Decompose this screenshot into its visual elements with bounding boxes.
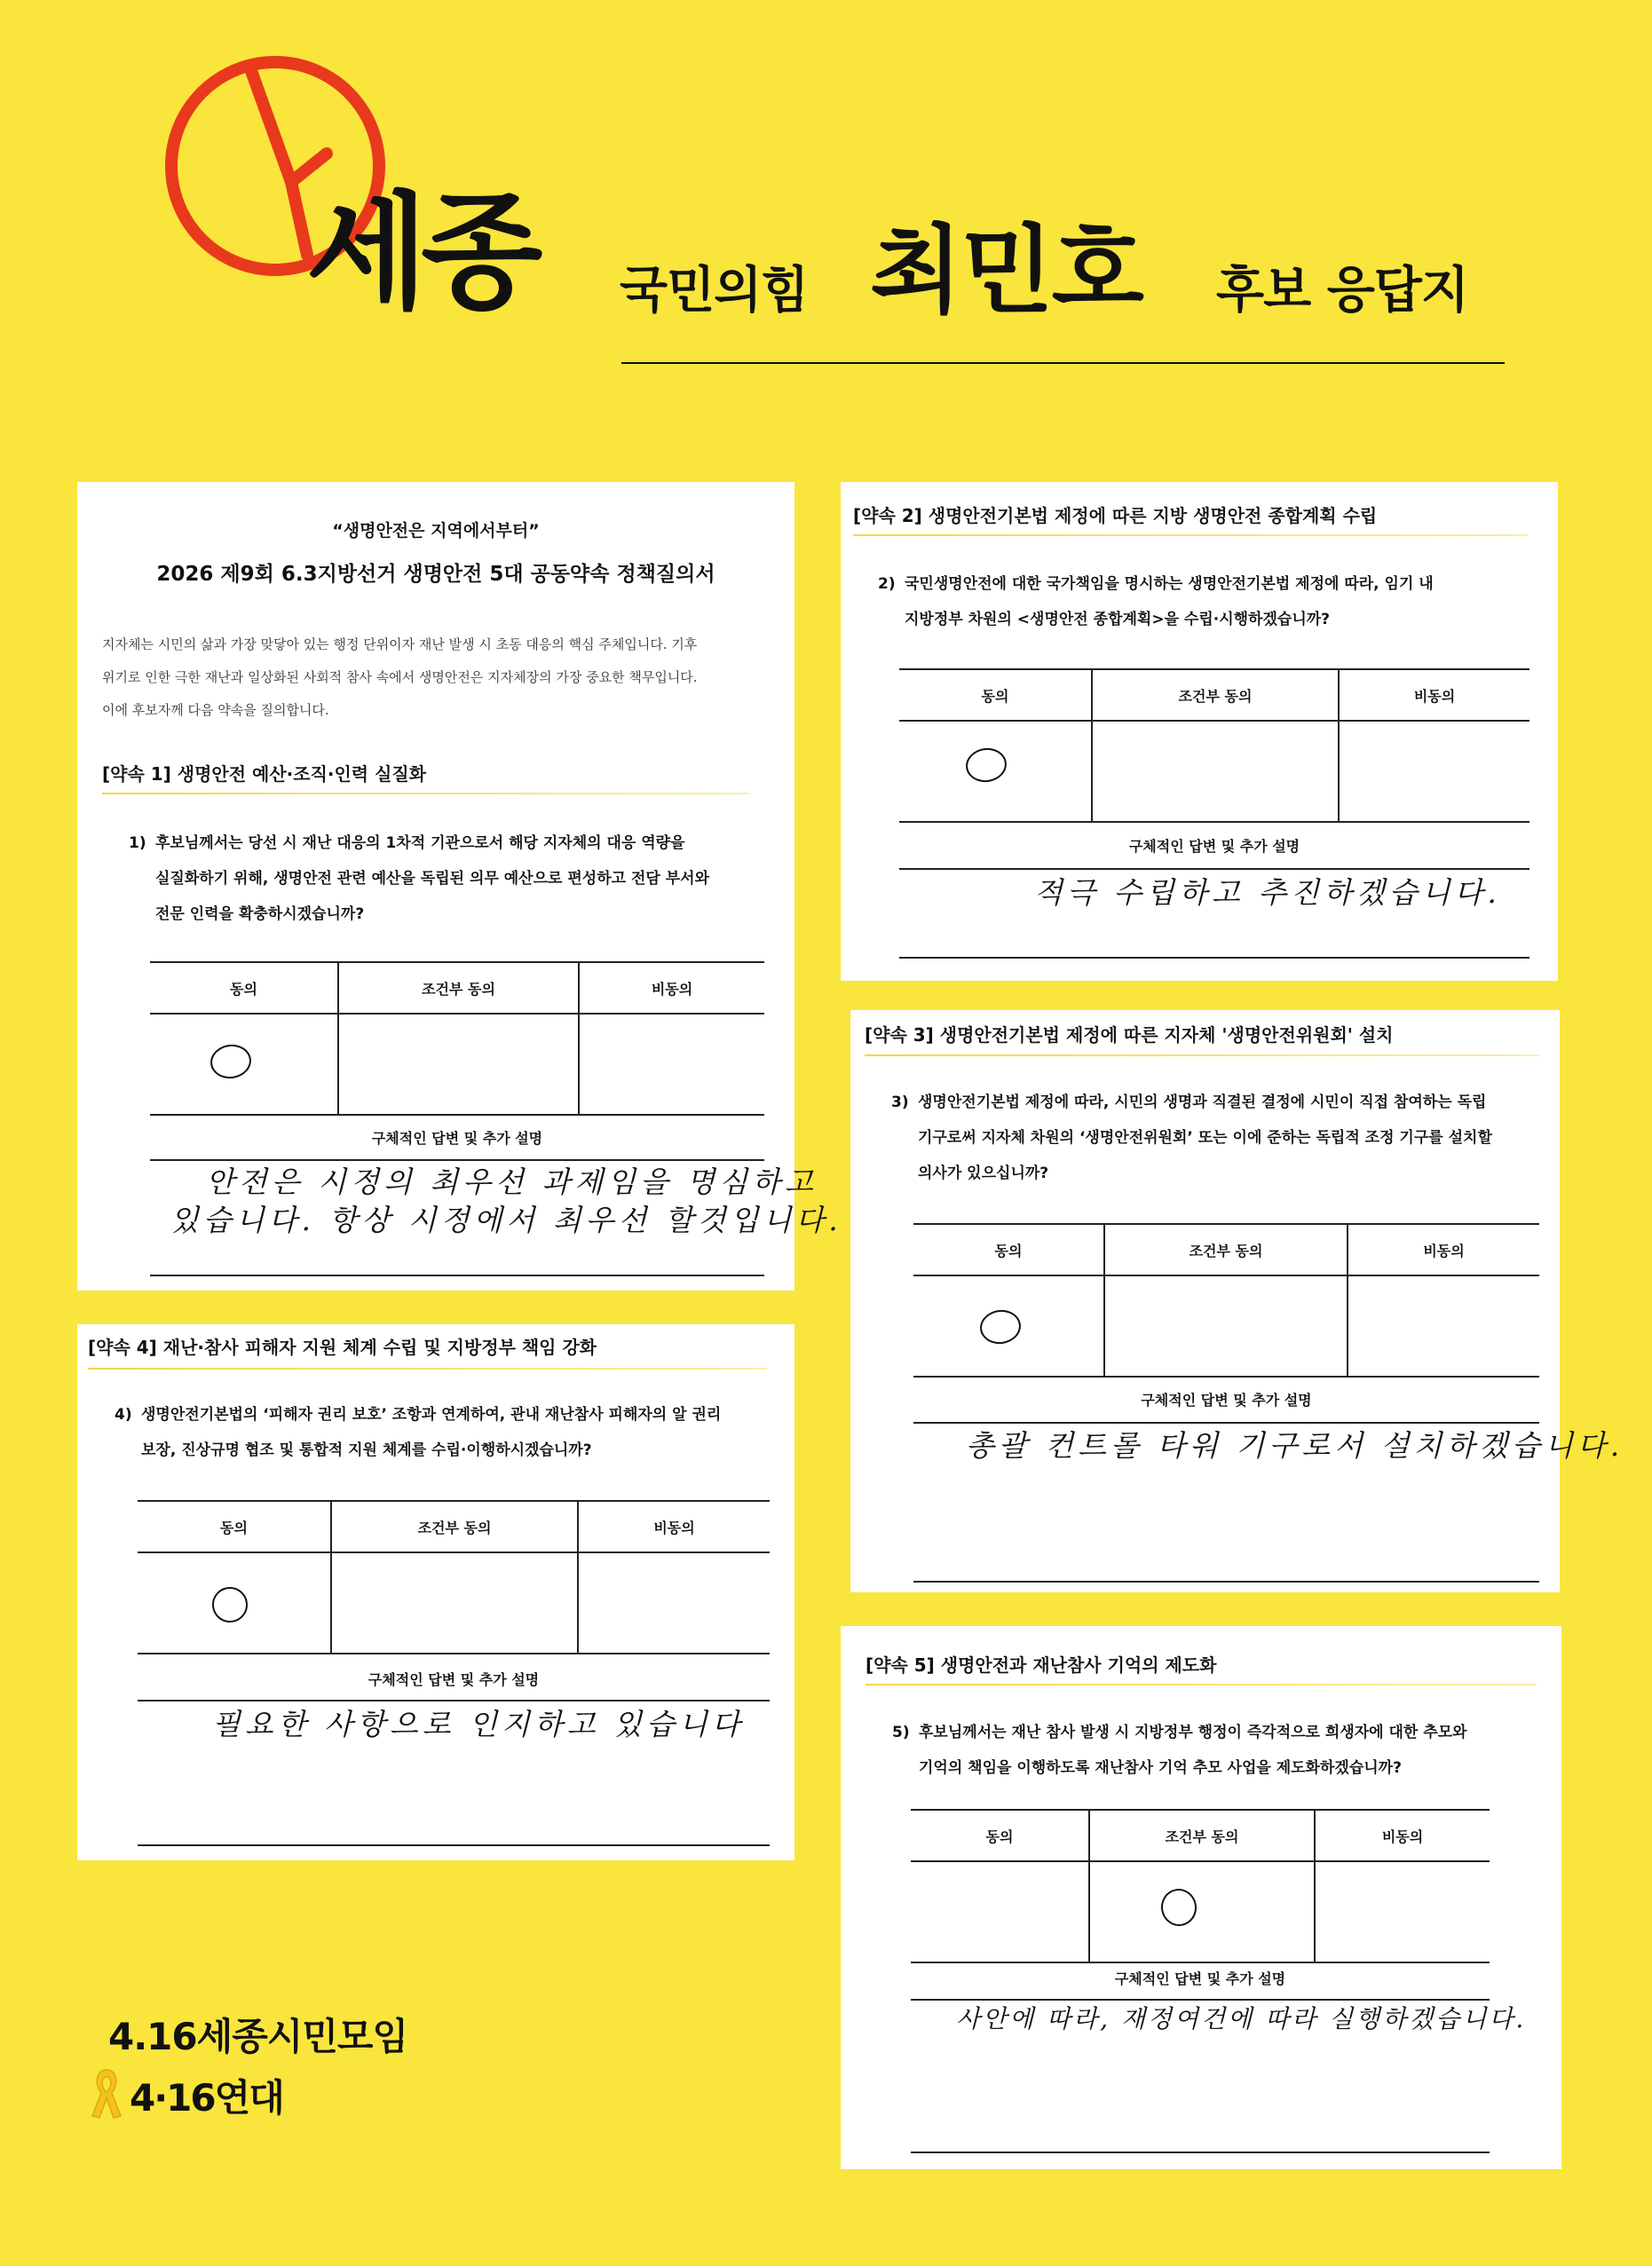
agree-cell[interactable] bbox=[150, 1014, 338, 1115]
question-number: 3) bbox=[891, 1094, 909, 1111]
disagree-cell[interactable] bbox=[1315, 1861, 1490, 1962]
conditional-cell[interactable] bbox=[1089, 1861, 1315, 1962]
detail-divider bbox=[899, 868, 1529, 870]
agree-cell[interactable] bbox=[913, 1275, 1104, 1377]
conditional-cell[interactable] bbox=[338, 1014, 579, 1115]
selected-circle-mark bbox=[1158, 1886, 1198, 1928]
candidate-name: 최민호 bbox=[870, 216, 1142, 327]
detail-label: 구체적인 답변 및 추가 설명 bbox=[1114, 1970, 1286, 1987]
answer-line: 안전은 시정의 최우선 과제임을 명심하고 bbox=[206, 1165, 818, 1199]
question-number: 4) bbox=[115, 1406, 132, 1424]
selected-circle-mark bbox=[209, 1042, 254, 1081]
selected-circle-mark bbox=[209, 1584, 249, 1624]
organization-logo-text: 4·16연대 bbox=[130, 2076, 283, 2120]
agree-cell[interactable] bbox=[138, 1552, 331, 1654]
answer-baseline bbox=[913, 1581, 1539, 1583]
detail-divider bbox=[913, 1422, 1539, 1424]
party-name: 국민의힘 bbox=[620, 262, 809, 320]
conditional-cell[interactable] bbox=[1092, 721, 1339, 822]
title-underline bbox=[621, 362, 1505, 364]
question-line: 실질화하기 위해, 생명안전 관련 예산을 독립된 의무 예산으로 편성하고 전담 부서와 bbox=[155, 870, 709, 888]
handwritten-answer: 사안에 따라, 재정여건에 따라 실행하겠습니다. bbox=[956, 2004, 1527, 2033]
answer-line: 있습니다. 항상 시정에서 최우선 할것입니다. bbox=[170, 1202, 842, 1237]
yellow-ribbon-icon bbox=[89, 2066, 124, 2120]
handwritten-answer: 필요한 사항으로 인지하고 있습니다 bbox=[212, 1707, 745, 1741]
question-line: 기억의 책임을 이행하도록 재난참사 기억 추모 사업을 제도화하겠습니까? bbox=[919, 1759, 1402, 1777]
response-table bbox=[911, 1809, 1490, 1963]
intro-text bbox=[102, 628, 698, 727]
disagree-cell[interactable] bbox=[1348, 1275, 1539, 1377]
agree-header: 동의 bbox=[150, 962, 338, 1014]
answer-baseline bbox=[911, 2152, 1490, 2153]
region-title: 세종 bbox=[306, 180, 536, 327]
pledge-heading: [약속 4] 재난·참사 피해자 지원 체계 수립 및 지방정부 책임 강화 bbox=[88, 1337, 597, 1358]
handwritten-answer: 적극 수립하고 추진하겠습니다. bbox=[1034, 875, 1501, 910]
pledge-heading: [약속 3] 생명안전기본법 제정에 따른 지자체 '생명안전위원회' 설치 bbox=[865, 1024, 1394, 1046]
selected-circle-mark bbox=[978, 1307, 1024, 1346]
intro-line: 이에 후보자께 다음 약속을 질의합니다. bbox=[102, 702, 329, 718]
agree-cell[interactable] bbox=[911, 1861, 1089, 1962]
question-line: 후보님께서는 재난 참사 발생 시 지방정부 행정이 즉각적으로 희생자에 대한 추모와 bbox=[919, 1724, 1467, 1741]
conditional-cell[interactable] bbox=[331, 1552, 578, 1654]
intro-line: 위기로 인한 극한 재난과 일상화된 사회적 참사 속에서 생명안전은 지자체장의 가장 중요한 책무입니다. bbox=[102, 669, 698, 685]
agree-header: 동의 bbox=[899, 669, 1092, 721]
agree-header: 동의 bbox=[913, 1224, 1104, 1275]
detail-label: 구체적인 답변 및 추가 설명 bbox=[1128, 838, 1300, 855]
pledge-heading: [약속 5] 생명안전과 재난참사 기억의 제도화 bbox=[866, 1654, 1217, 1676]
selected-circle-mark bbox=[964, 746, 1009, 785]
question-line: 전문 인력을 확충하시겠습니까? bbox=[155, 905, 365, 923]
agree-header: 동의 bbox=[138, 1501, 331, 1552]
question-line: 생명안전기본법의 ‘피해자 권리 보호’ 조항과 연계하여, 관내 재난참사 피해자의 알 권리 bbox=[141, 1406, 722, 1424]
conditional-header: 조건부 동의 bbox=[331, 1501, 578, 1552]
survey-title: 2026 제9회 6.3지방선거 생명안전 5대 공동약속 정책질의서 bbox=[156, 563, 715, 586]
agree-header: 동의 bbox=[911, 1810, 1089, 1861]
handwritten-answer: 총괄 컨트롤 타워 기구로서 설치하겠습니다. bbox=[966, 1428, 1624, 1463]
conditional-cell[interactable] bbox=[1104, 1275, 1348, 1377]
question-line: 후보님께서는 당선 시 재난 대응의 1차적 기관으로서 해당 지자체의 대응 역량을 bbox=[155, 834, 685, 852]
pledge-heading: [약속 2] 생명안전기본법 제정에 따른 지방 생명안전 종합계획 수립 bbox=[853, 505, 1378, 526]
response-sheet-label: 후보 응답지 bbox=[1216, 262, 1468, 320]
pledge-question bbox=[892, 1715, 1467, 1786]
disagree-cell[interactable] bbox=[579, 1014, 764, 1115]
question-line: 국민생명안전에 대한 국가책임을 명시하는 생명안전기본법 제정에 따라, 임기 내 bbox=[905, 575, 1434, 593]
disagree-cell[interactable] bbox=[578, 1552, 770, 1654]
question-line: 의사가 있으십니까? bbox=[918, 1165, 1049, 1182]
conditional-header: 조건부 동의 bbox=[1089, 1810, 1315, 1861]
detail-divider bbox=[150, 1159, 764, 1161]
agree-cell[interactable] bbox=[899, 721, 1092, 822]
pledge-heading: [약속 1] 생명안전 예산·조직·인력 실질화 bbox=[102, 763, 427, 785]
section-rule bbox=[102, 793, 748, 794]
section-rule bbox=[88, 1368, 767, 1370]
response-table bbox=[899, 668, 1529, 823]
detail-label: 구체적인 답변 및 추가 설명 bbox=[368, 1671, 540, 1688]
pledge-card-1 bbox=[77, 482, 842, 1291]
pledge-question bbox=[129, 825, 709, 932]
question-line: 기구로써 지자체 차원의 ‘생명안전위원회’ 또는 이에 준하는 독립적 조정 기구를 설치할 bbox=[918, 1129, 1492, 1147]
conditional-header: 조건부 동의 bbox=[338, 962, 579, 1014]
detail-divider bbox=[138, 1700, 770, 1701]
section-rule bbox=[866, 1684, 1537, 1686]
question-line: 생명안전기본법 제정에 따라, 시민의 생명과 직결된 결정에 시민이 직접 참여하는 독립 bbox=[918, 1094, 1487, 1111]
section-rule bbox=[865, 1054, 1539, 1056]
organization-name: 4.16세종시민모임 bbox=[108, 2015, 408, 2058]
intro-line: 지자체는 시민의 삶과 가장 맞닿아 있는 행정 단위이자 재난 발생 시 초동 대응의 핵심 주체입니다. 기후 bbox=[102, 636, 698, 652]
handwritten-answer bbox=[170, 1164, 842, 1240]
disagree-header: 비동의 bbox=[1348, 1224, 1539, 1275]
question-number: 5) bbox=[892, 1724, 910, 1741]
question-number: 1) bbox=[129, 834, 146, 852]
pledge-card-4 bbox=[77, 1324, 794, 1860]
question-number: 2) bbox=[878, 575, 896, 593]
pledge-card-5 bbox=[841, 1626, 1561, 2169]
detail-label: 구체적인 답변 및 추가 설명 bbox=[371, 1130, 543, 1147]
answer-baseline bbox=[150, 1275, 764, 1276]
response-table bbox=[913, 1223, 1539, 1378]
disagree-header: 비동의 bbox=[578, 1501, 770, 1552]
pledge-question bbox=[115, 1397, 721, 1468]
pledge-question bbox=[878, 566, 1434, 637]
section-rule bbox=[853, 534, 1528, 536]
pledge-card-2 bbox=[841, 482, 1558, 981]
disagree-header: 비동의 bbox=[1315, 1810, 1490, 1861]
detail-label: 구체적인 답변 및 추가 설명 bbox=[1141, 1392, 1312, 1409]
response-table bbox=[150, 961, 764, 1116]
question-line: 지방정부 차원의 <생명안전 종합계획>을 수립·시행하겠습니까? bbox=[905, 611, 1331, 628]
answer-baseline bbox=[138, 1844, 770, 1846]
slogan: “생명안전은 지역에서부터” bbox=[332, 521, 540, 541]
disagree-header: 비동의 bbox=[1339, 669, 1529, 721]
detail-divider bbox=[911, 1999, 1490, 2001]
pledge-card-3 bbox=[850, 1010, 1624, 1592]
conditional-header: 조건부 동의 bbox=[1092, 669, 1339, 721]
conditional-header: 조건부 동의 bbox=[1104, 1224, 1348, 1275]
question-line: 보장, 진상규명 협조 및 통합적 지원 체계를 수립·이행하시겠습니까? bbox=[141, 1441, 592, 1459]
disagree-cell[interactable] bbox=[1339, 721, 1529, 822]
disagree-header: 비동의 bbox=[579, 962, 764, 1014]
pledge-question bbox=[891, 1085, 1492, 1191]
answer-baseline bbox=[899, 957, 1529, 959]
response-table bbox=[138, 1500, 770, 1654]
